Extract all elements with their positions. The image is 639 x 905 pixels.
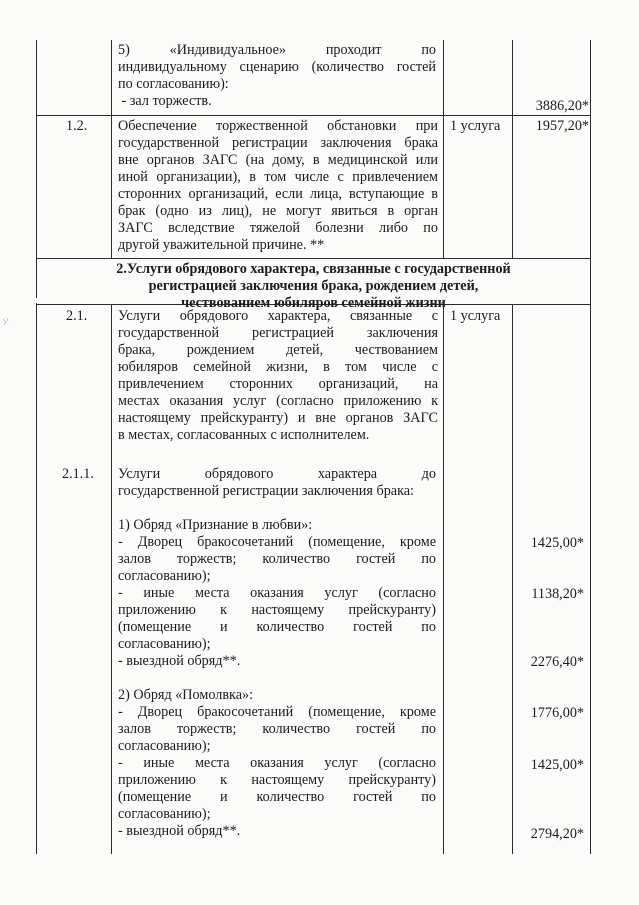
row2-unit: 1 услуга [450, 118, 501, 134]
text-line: согласованию); [118, 568, 211, 584]
rite1-item-palace [118, 534, 436, 585]
text-line: в местах, согласованных с исполнителем. [118, 427, 370, 443]
rite1-item-outbound: - выездной обряд**. [118, 653, 241, 669]
column-divider-description [443, 305, 444, 854]
row-divider [36, 115, 591, 116]
rite2-title: 2) Обряд «Помолвка»: [118, 687, 254, 703]
table-border-right [590, 40, 591, 854]
text-line: Обеспечение торжественной обстановки при [118, 118, 438, 134]
text-line: - Дворец бракосочетаний (помещение, кроме [118, 704, 436, 720]
section-heading-line: регистрацией заключения брака, рождением детей, [148, 278, 479, 294]
text-line: привлечением сторонних организаций, на [118, 376, 438, 392]
text-line: местах оказания услуг (согласно приложению к [118, 393, 438, 409]
row2-number: 1.2. [66, 118, 88, 134]
text-line: настоящему прейскуранту) и вне органов ЗАГС [118, 410, 438, 426]
column-divider-description [443, 40, 444, 259]
text-line: другой уважительной причине. ** [118, 237, 325, 253]
section-heading-line: чествованием юбиляров семейной жизни [181, 295, 446, 311]
rite2-item-palace [118, 704, 436, 755]
text-line: приложению к настоящему прейскуранту) [118, 772, 436, 788]
subrow-number: 2.1.1. [62, 466, 94, 482]
text-line: ЗАГС вследствие тяжелой болезни либо по [118, 220, 438, 236]
text-line: - иные места оказания услуг (согласно [118, 585, 436, 601]
text-line: - Дворец бракосочетаний (помещение, кроме [118, 534, 436, 550]
text-line: Услуги обрядового характера, связанные с [118, 308, 438, 324]
row2-price: 1957,20* [535, 118, 589, 134]
text-line: (помещение и количество гостей по [118, 789, 436, 805]
row3-number: 2.1. [66, 308, 88, 324]
rite2-item-outbound: - выездной обряд**. [118, 823, 241, 839]
rite1-item-other-places [118, 585, 436, 653]
text-line: индивидуальному сценарию (количество гостей [118, 59, 436, 75]
text-line: сторонних организаций, если лица, вступающие в [118, 186, 438, 202]
text-line: юбиляров семейной жизни, в том числе с [118, 359, 438, 375]
text-line: по согласованию): [118, 76, 229, 92]
rite2-palace-price: 1776,00* [530, 705, 584, 721]
rite2-other-places-price: 1425,00* [530, 757, 584, 773]
text-line: Услуги обрядового характера до [118, 466, 436, 482]
text-line: залов торжеств; количество гостей по [118, 721, 436, 737]
scan-mark [2, 317, 10, 327]
text-line: государственной регистрации заключения брака: [118, 483, 414, 499]
text-line: - иные места оказания услуг (согласно [118, 755, 436, 771]
text-line: вне органов ЗАГС (на дому, в медицинской или [118, 152, 438, 168]
text-line: согласованию); [118, 738, 211, 754]
row3-unit: 1 услуга [450, 308, 501, 324]
text-line: 5) «Индивидуальное» проходит по [118, 42, 436, 58]
text-line: (помещение и количество гостей по [118, 619, 436, 635]
rite1-title: 1) Обряд «Признание в любви»: [118, 517, 313, 533]
text-line: государственной регистрацией заключения [118, 325, 438, 341]
section-heading [30, 261, 597, 312]
text-line: брака, рождением детей, чествованием [118, 342, 438, 358]
rite1-palace-price: 1425,00* [530, 535, 584, 551]
subrow-description [118, 466, 436, 500]
text-line: согласованию); [118, 806, 211, 822]
rite2-outbound-price: 2794,20* [530, 826, 584, 842]
column-divider-number [111, 305, 112, 854]
row1-price: 3886,20* [535, 98, 589, 114]
text-line: согласованию); [118, 636, 211, 652]
row3-intro [118, 308, 438, 444]
table-border-left [36, 40, 37, 298]
rite2-item-other-places [118, 755, 436, 823]
text-line: иной организации), в том числе с привлечением [118, 169, 438, 185]
row-divider [36, 258, 591, 259]
row1-description [118, 42, 436, 110]
text-line: приложению к настоящему прейскуранту) [118, 602, 436, 618]
text-line: брак (одно из лиц), не могут явиться в орган [118, 203, 438, 219]
column-divider-number [111, 40, 112, 259]
rite1-other-places-price: 1138,20* [531, 586, 584, 602]
section-heading-line: 2.Услуги обрядового характера, связанные с государственной [116, 261, 511, 277]
row2-description [118, 118, 438, 254]
rite1-outbound-price: 2276,40* [530, 654, 584, 670]
text-line: залов торжеств; количество гостей по [118, 551, 436, 567]
table-border-left [36, 303, 37, 854]
column-divider-unit [512, 40, 513, 259]
text-line: государственной регистрации заключения брака [118, 135, 438, 151]
text-line: - зал торжеств. [118, 93, 212, 109]
